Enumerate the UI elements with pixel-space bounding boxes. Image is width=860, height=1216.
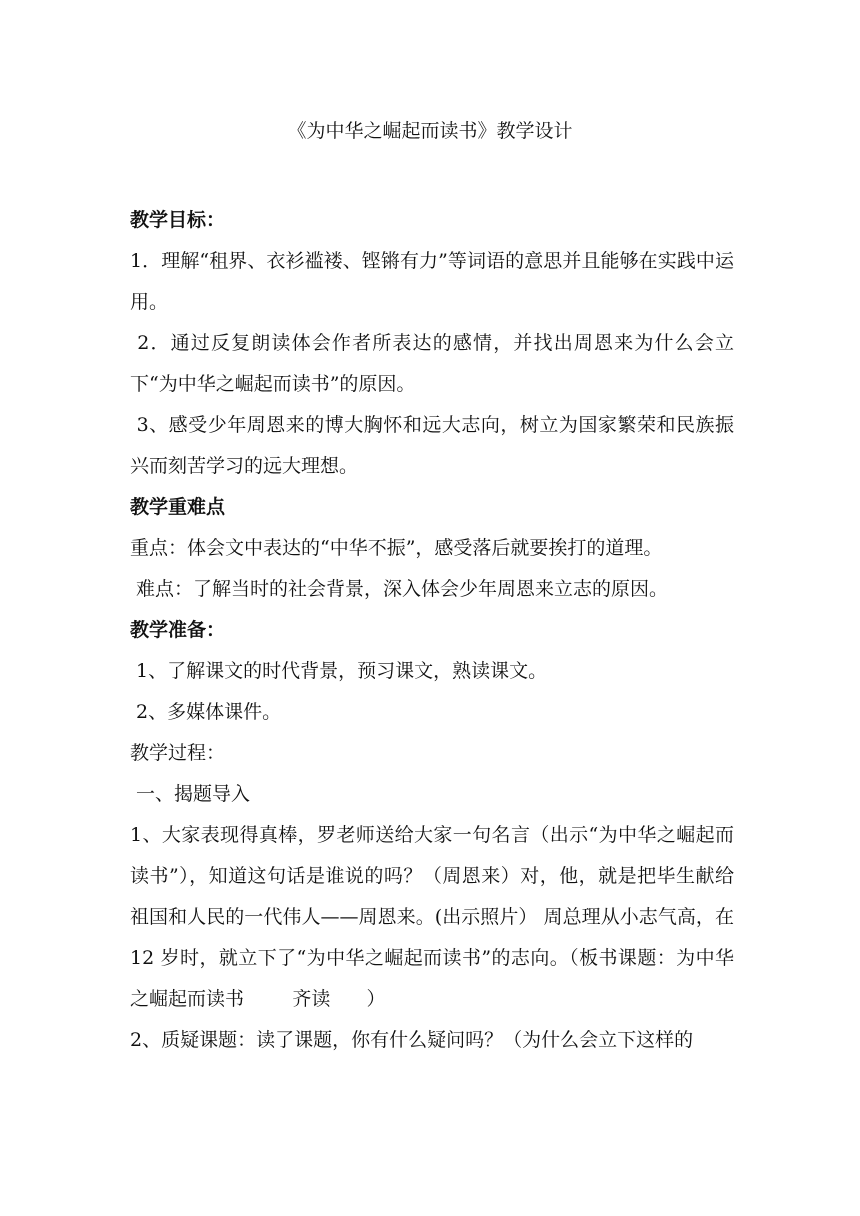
- goal-item-2: 2．通过反复朗读体会作者所表达的感情，并找出周恩来为什么会立下“为中华之崛起而读书”的原因。: [130, 332, 734, 395]
- preparation-item-2: 2、多媒体课件。: [130, 701, 282, 723]
- document-title: 《为中华之崛起而读书》教学设计: [287, 120, 573, 142]
- difficult-point: 难点：了解当时的社会背景，深入体会少年周恩来立志的原因。: [130, 578, 669, 600]
- goal-item-1: 1．理解“租界、衣衫褴褛、铿锵有力”等词语的意思并且能够在实践中运用。: [130, 250, 734, 313]
- step-1-heading: 一、揭题导入: [130, 783, 251, 805]
- preparation-heading: 教学准备：: [130, 619, 226, 641]
- document-body: [130, 200, 741, 1061]
- preparation-item-1: 1、了解课文的时代背景，预习课文，熟读课文。: [130, 660, 548, 682]
- goals-heading: 教学目标：: [130, 209, 226, 231]
- goal-item-3: 3、感受少年周恩来的博大胸怀和远大志向，树立为国家繁荣和民族振兴而刻苦学习的远大理想。: [130, 414, 735, 477]
- key-points-heading: 教学重难点: [130, 496, 226, 518]
- process-heading: 教学过程：: [130, 742, 226, 764]
- step-2-text: 2、质疑课题：读了课题，你有什么疑问吗？（为什么会立下这样的: [130, 1029, 694, 1051]
- key-point: 重点：体会文中表达的“中华不振”，感受落后就要挨打的道理。: [130, 537, 663, 559]
- step-1-text: 1、大家表现得真棒，罗老师送给大家一句名言（出示“为中华之崛起而读书”），知道这句话是谁说的吗？（周恩来）对，他，就是把毕生献给祖国和人民的一代伟人——周恩来。(出示照片） 周总理从小志气高，在 12 岁时，就立下了“为中华之崛起而读书”的志向。（板书课题：为中华之崛起而读书 齐读 ）: [130, 824, 741, 1010]
